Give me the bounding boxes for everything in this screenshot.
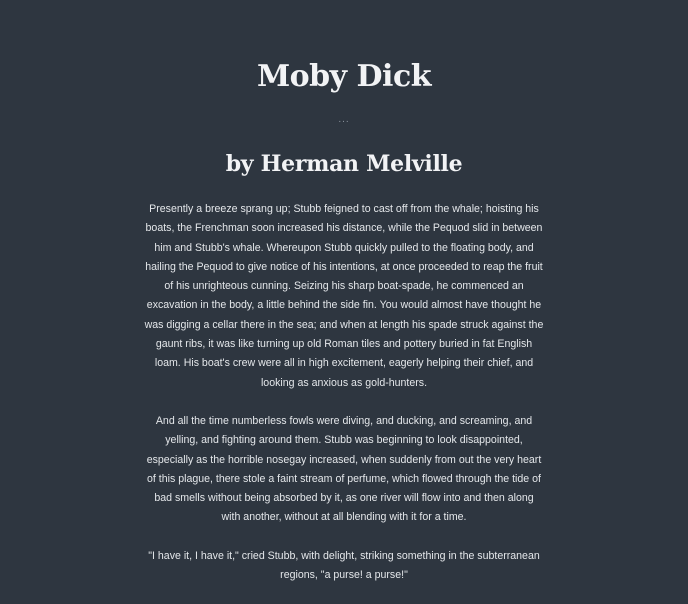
- chapter-text: [144, 200, 544, 604]
- paragraph: Presently a breeze sprang up; Stubb feigned to cast off from the whale; hoisting his boats, the Frenchman soon increased his distance, while the Pequod slid in between him and Stubb's whale. Whereupon Stubb quickly pulled to the floating body, and hailing the Pequod to give notice of his intentions, at once proceeded to reap the fruit of his unrighteous cunning. Seizing his sharp boat-spade, he commenced an excavation in the body, a little behind the side fin. You would almost have thought he was digging a cellar there in the sea; and when at length his spade struck against the gaunt ribs, it was like turning up old Roman tiles and pottery buried in fat English loam. His boat's crew were all in high excitement, eagerly helping their chief, and looking as anxious as gold-hunters.: [144, 203, 544, 389]
- title-divider: ...: [338, 114, 350, 125]
- page-title: Moby Dick: [256, 59, 432, 94]
- paragraph: "I have it, I have it," cried Stubb, with delight, striking something in the subterranean regions, "a purse! a purse!": [148, 549, 540, 582]
- author-heading: by Herman Melville: [225, 151, 463, 177]
- paragraph: And all the time numberless fowls were diving, and ducking, and screaming, and yelling, and fighting around them. Stubb was beginning to look disappointed, especially as the horrible nosegay increased, when suddenly from out the very heart of this plague, there stole a faint stream of perfume, which flowed through the tide of bad smells without being absorbed by it, as one river will flow into and then along with another, without at all blending with it for a time.: [146, 414, 542, 524]
